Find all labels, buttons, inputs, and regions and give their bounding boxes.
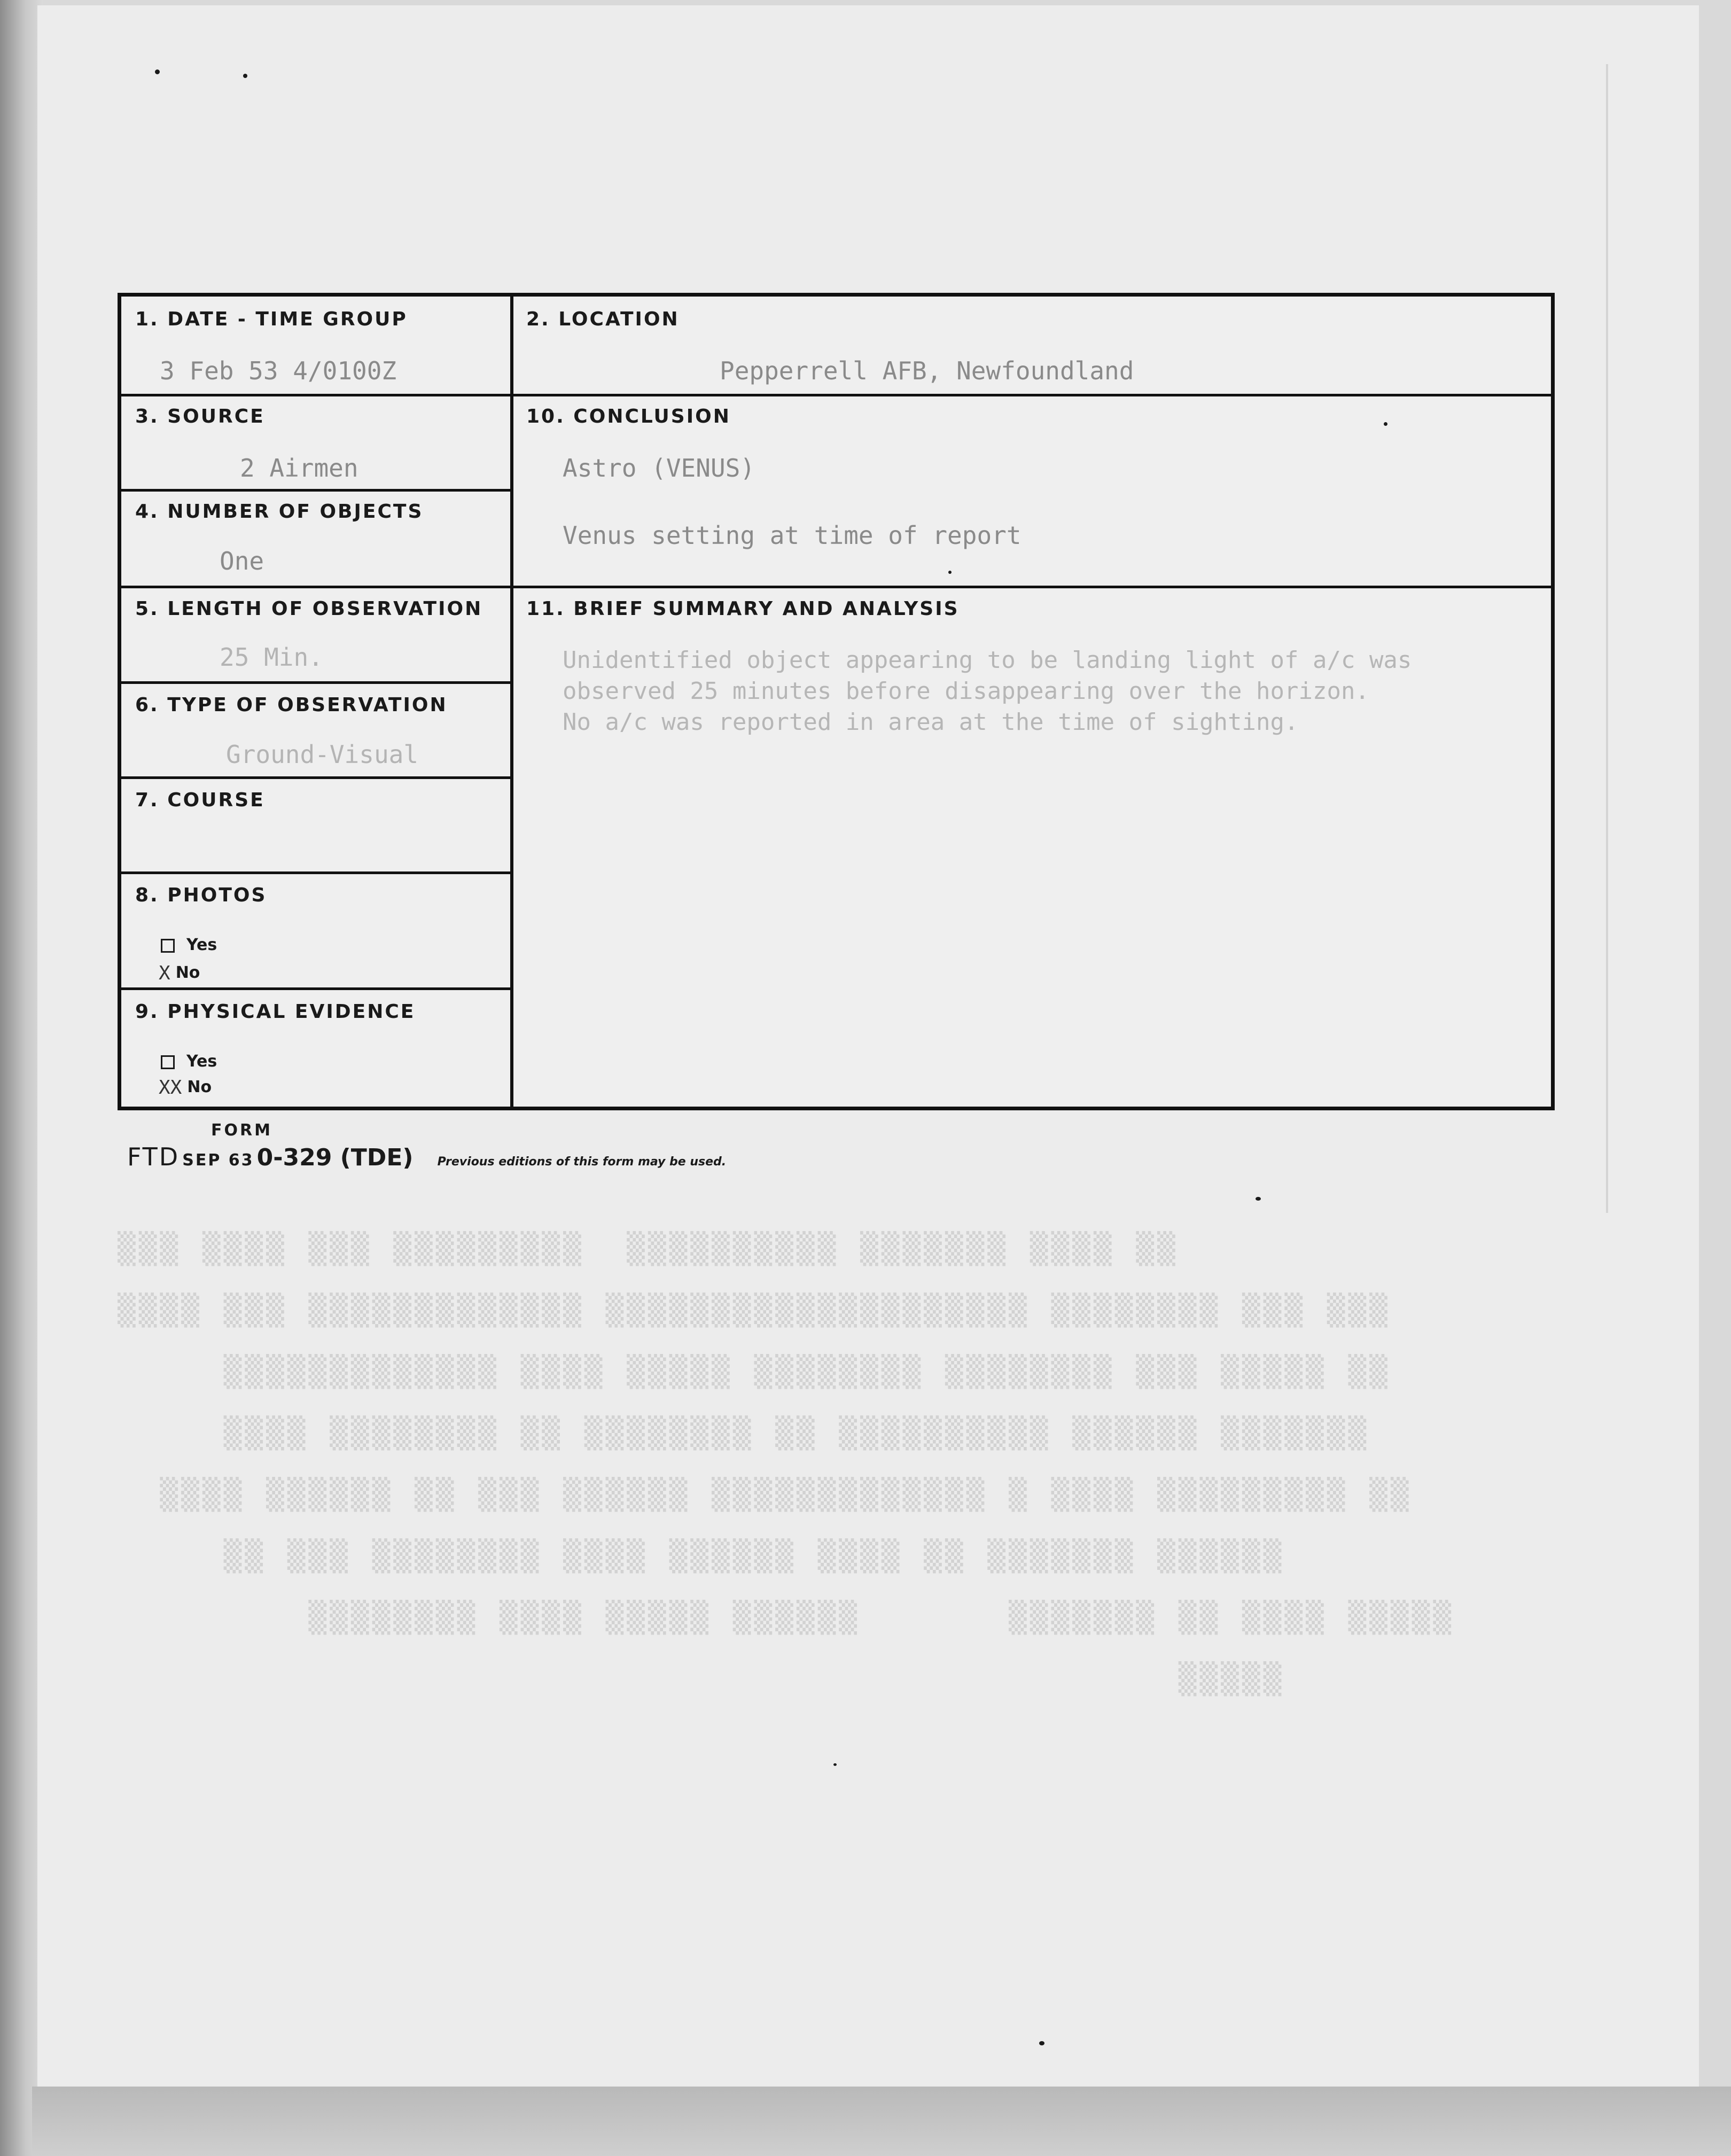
number-of-objects-value: One bbox=[220, 547, 264, 575]
row-divider bbox=[121, 776, 512, 779]
summary-line: observed 25 minutes before disappearing over the horizon. bbox=[563, 678, 1369, 705]
conclusion-note: Venus setting at time of report bbox=[563, 521, 1022, 550]
scan-speck bbox=[948, 571, 952, 574]
footer-form-number: 0-329 (TDE) bbox=[256, 1144, 414, 1171]
bleed-through-text: ▒▒▒ ▒▒▒▒ ▒▒▒ ▒▒▒▒▒▒▒▒▒ ▒▒▒▒▒▒▒▒▒▒ ▒▒▒▒▒▒▒ ▒▒▒▒ ▒▒ ▒▒▒▒ ▒▒▒ ▒▒▒▒▒▒▒▒▒▒▒▒▒ ▒▒▒▒▒▒▒▒▒▒▒▒▒▒▒▒▒▒▒▒ ▒▒▒▒▒▒▒▒ ▒▒▒ ▒▒▒ ▒▒▒▒▒▒▒▒▒▒▒▒▒ ▒▒▒▒ ▒▒▒▒▒ ▒▒▒▒▒▒▒▒ ▒▒▒▒▒▒▒▒ ▒▒▒ ▒▒▒▒▒ ▒▒ ▒▒▒▒ ▒▒▒▒▒▒▒▒ ▒▒ ▒▒▒▒▒▒▒▒ ▒▒ ▒▒▒▒▒▒▒▒▒▒ ▒▒▒▒▒▒ ▒▒▒▒▒▒▒ ▒▒▒▒ ▒▒▒▒▒▒ ▒▒ ▒▒▒ ▒▒▒▒▒▒ ▒▒▒▒▒▒▒▒▒▒▒▒▒ ▒ ▒▒▒▒ ▒▒▒▒▒▒▒▒▒ ▒▒ ▒▒ ▒▒▒ ▒▒▒▒▒▒▒▒ ▒▒▒▒ ▒▒▒▒▒▒ ▒▒▒▒ ▒▒ ▒▒▒▒▒▒▒ ▒▒▒▒▒▒ ▒▒▒▒▒▒▒▒ ▒▒▒▒ ▒▒▒▒▒ ▒▒▒▒▒▒ ▒▒▒▒▒▒▒ ▒▒ ▒▒▒▒ ▒▒▒▒▒ ▒▒▒▒▒ bbox=[118, 1232, 1455, 1696]
date-time-group-value: 3 Feb 53 4/0100Z bbox=[160, 356, 397, 385]
conclusion-value: Astro (VENUS) bbox=[563, 454, 755, 482]
summary-text bbox=[563, 645, 1540, 738]
scan-speck bbox=[1039, 2041, 1044, 2045]
form-footer bbox=[127, 1142, 726, 1171]
checkbox-empty-icon bbox=[161, 1055, 175, 1069]
summary-label: 11. BRIEF SUMMARY AND ANALYSIS bbox=[526, 598, 960, 620]
photos-no-label: No bbox=[175, 963, 200, 982]
type-of-observation-label: 6. TYPE OF OBSERVATION bbox=[135, 694, 448, 716]
scan-speck bbox=[155, 69, 160, 74]
scan-speck bbox=[1256, 1197, 1261, 1201]
footer-date: SEP 63 bbox=[182, 1151, 254, 1170]
type-of-observation-value: Ground-Visual bbox=[226, 740, 419, 769]
column-divider bbox=[510, 297, 513, 1107]
row-divider bbox=[121, 871, 512, 874]
checkbox-x-mark-icon: X bbox=[159, 962, 170, 984]
project-card-form bbox=[118, 293, 1555, 1110]
conclusion-label: 10. CONCLUSION bbox=[526, 406, 731, 427]
physical-evidence-yes-option[interactable] bbox=[161, 1052, 217, 1071]
photos-label: 8. PHOTOS bbox=[135, 884, 267, 906]
row-divider bbox=[121, 681, 512, 684]
length-of-observation-label: 5. LENGTH OF OBSERVATION bbox=[135, 598, 483, 620]
photos-no-option[interactable] bbox=[159, 962, 200, 984]
photos-yes-label: Yes bbox=[186, 936, 217, 954]
physical-evidence-yes-label: Yes bbox=[186, 1052, 217, 1071]
summary-line: No a/c was reported in area at the time of sighting. bbox=[563, 709, 1299, 736]
scan-speck bbox=[833, 1763, 837, 1766]
scan-shadow bbox=[0, 0, 43, 2156]
scan-speck bbox=[243, 74, 247, 78]
physical-evidence-no-label: No bbox=[187, 1078, 212, 1096]
scan-bottom-edge bbox=[32, 2087, 1731, 2156]
physical-evidence-label: 9. PHYSICAL EVIDENCE bbox=[135, 1001, 416, 1023]
source-value: 2 Airmen bbox=[240, 454, 358, 482]
source-label: 3. SOURCE bbox=[135, 406, 265, 427]
checkbox-x-mark-icon: XX bbox=[159, 1077, 182, 1099]
scan-speck bbox=[1384, 422, 1387, 426]
location-value: Pepperrell AFB, Newfoundland bbox=[720, 356, 1134, 385]
physical-evidence-no-option[interactable] bbox=[159, 1077, 212, 1099]
course-label: 7. COURSE bbox=[135, 789, 265, 811]
summary-line: Unidentified object appearing to be landing light of a/c was bbox=[563, 647, 1412, 674]
row-divider bbox=[121, 394, 1551, 396]
footer-note: Previous editions of this form may be used. bbox=[437, 1155, 727, 1169]
row-divider bbox=[121, 489, 512, 492]
bleed-edge bbox=[1606, 64, 1608, 1213]
date-time-group-label: 1. DATE - TIME GROUP bbox=[135, 308, 408, 330]
row-divider bbox=[121, 586, 1551, 588]
checkbox-empty-icon bbox=[161, 939, 175, 953]
location-label: 2. LOCATION bbox=[526, 308, 680, 330]
photos-yes-option[interactable] bbox=[161, 936, 217, 954]
length-of-observation-value: 25 Min. bbox=[220, 643, 323, 672]
footer-form-word: FORM bbox=[211, 1121, 272, 1140]
number-of-objects-label: 4. NUMBER OF OBJECTS bbox=[135, 501, 424, 523]
row-divider bbox=[121, 987, 512, 990]
footer-prefix: FTD bbox=[127, 1142, 180, 1171]
